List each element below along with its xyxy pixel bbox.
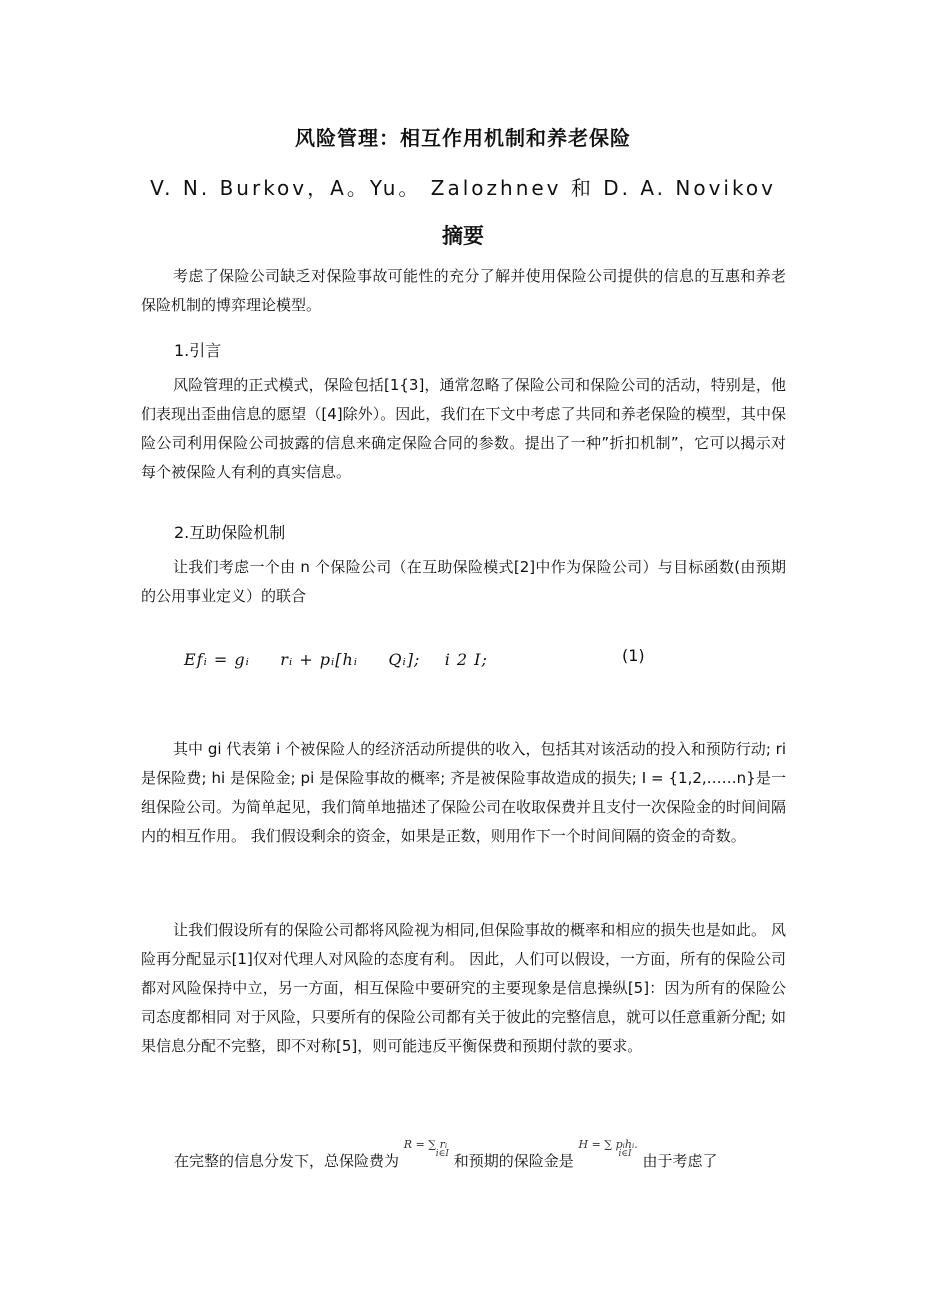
line-text-part1: 在完整的信息分发下，总保险费为 <box>174 1152 400 1170</box>
equation-objective-function: Efᵢ = gᵢ rᵢ + pᵢ[hᵢ Qᵢ]; i 2 I; <box>184 650 488 669</box>
paper-title: 风险管理：相互作用机制和养老保险 <box>295 126 631 150</box>
line-text-part2: 和预期的保险金是 <box>453 1152 574 1170</box>
formula-expected-payout <box>578 1138 637 1159</box>
formula-total-premium <box>404 1138 449 1159</box>
abstract-paragraph: 考虑了保险公司缺乏对保险事故可能性的充分了解并使用保险公司提供的信息的互惠和养老保险机制的博弈理论模型。 <box>141 267 786 314</box>
introduction-paragraph: 风险管理的正式模式，保险包括[1{3]，通常忽略了保险公司和保险公司的活动，特别是，他们表现出歪曲信息的愿望（[4]除外）。因此，我们在下文中考虑了共同和养老保险的模型，其中保险公司利用保险公司披露的信息来确定保险合同的参数。提出了一种”折扣机制”，它可以揭示对每个被保险人有利的真实信息。 <box>141 376 786 481</box>
formula-expected-payout-main: H = ∑ pᵢhᵢ. <box>578 1138 638 1151</box>
formula-total-premium-index: i∈I <box>435 1149 449 1159</box>
assumptions-paragraph: 让我们假设所有的保险公司都将风险视为相同,但保险事故的概率和相应的损失也是如此。 风险再分配显示[1]仅对代理人对风险的态度有利。 因此，人们可以假设，一方面，所有的保险公司都对风险保持中立，另一方面，相互保险中要研究的主要现象是信息操纵[5]：因为所有的保险公司态度都相同 对于风险，只要所有的保险公司都有关于彼此的完整信息，就可以任意重新分配; 如果信息分配不完整，即不对称[5]，则可能违反平衡保费和预期付款的要求。 <box>141 921 786 1055</box>
section-heading-introduction: 1.引言 <box>174 341 222 360</box>
abstract-heading: 摘要 <box>442 224 484 248</box>
definitions-paragraph: 其中 gi 代表第 i 个被保险人的经济活动所提供的收入，包括其对该活动的投入和预防行动; ri 是保险费; hi 是保险金; pi 是保险事故的概率; 齐是被保险事故造成的损失; I = {1,2,……n}是一组保险公司。为简单起见，我们简单地描述了保险公司在收取保费并且支付一次保险金的时间间隔内的相互作用。 我们假设剩余的资金，如果是正数，则用作下一个时间间隔的资金的奇数。 <box>141 740 787 845</box>
formula-total-premium-main: R = ∑ rᵢ <box>403 1138 448 1151</box>
section-heading-mutual-insurance: 2.互助保险机制 <box>174 523 286 542</box>
paper-authors: V. N. Burkov，A。Yu。 Zalozhnev 和 D. A. Novikov <box>150 176 776 200</box>
equation-number: (1) <box>622 646 645 665</box>
information-distribution-line <box>174 1138 718 1171</box>
line-text-part3: 由于考虑了 <box>642 1152 718 1170</box>
formula-expected-payout-index: i∈I <box>618 1149 632 1159</box>
mutual-insurance-paragraph: 让我们考虑一个由 n 个保险公司（在互助保险模式[2]中作为保险公司）与目标函数(由预期的公用事业定义）的联合 <box>141 558 786 605</box>
